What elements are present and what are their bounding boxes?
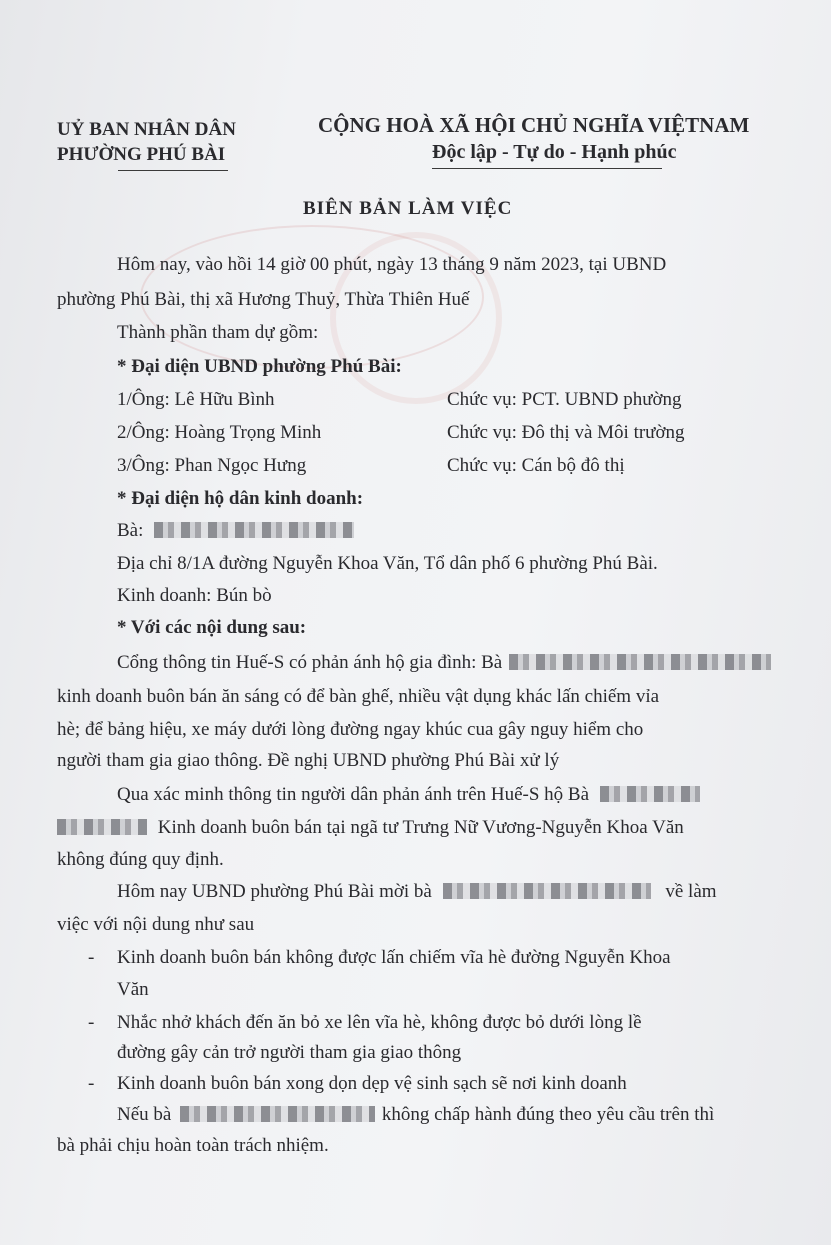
motto-underline [432, 168, 662, 169]
para1-line1 [117, 651, 771, 675]
bullet-2-line2: đường gây cản trở người tham gia giao thông [117, 1042, 462, 1063]
bullet-1-line1: Kinh doanh buôn bán không được lấn chiếm vĩa hè đường Nguyễn Khoa [117, 947, 671, 968]
member-1-role: Chức vụ: PCT. UBND phường [447, 389, 682, 410]
para4-line1 [117, 1103, 714, 1127]
para4-line1-text-b: không chấp hành đúng theo yêu cầu trên thì [381, 1104, 715, 1125]
redacted-name [154, 522, 354, 538]
redacted-name [600, 786, 700, 802]
para2-line3: không đúng quy định. [57, 849, 224, 870]
para2-line1-text: Qua xác minh thông tin người dân phản ánh trên Huế-S hộ Bà [117, 784, 590, 805]
para4-line1-text-a: Nếu bà [117, 1104, 172, 1125]
para2-line2-text: Kinh doanh buôn bán tại ngã tư Trưng Nữ Vương-Nguyễn Khoa Văn [157, 817, 684, 838]
para1-line3: hè; để bảng hiệu, xe máy dưới lòng đường ngay khúc cua gây nguy hiểm cho [57, 719, 644, 740]
redacted-name [443, 883, 651, 899]
household-person-prefix: Bà: [117, 520, 144, 541]
para3-line1-text-b: về làm [665, 881, 717, 902]
para3-line2: việc với nội dung như sau [57, 914, 255, 935]
document-title: BIÊN BẢN LÀM VIỆC [303, 198, 513, 219]
redacted-name [180, 1106, 375, 1122]
national-motto: Độc lập - Tự do - Hạnh phúc [432, 141, 677, 163]
member-2-name: 2/Ông: Hoàng Trọng Minh [117, 422, 322, 443]
para2-line1 [117, 783, 700, 807]
para1-line4: người tham gia giao thông. Đề nghị UBND phường Phú Bài xử lý [57, 750, 560, 771]
para2-line2 [57, 816, 684, 840]
para3-line1 [117, 880, 717, 904]
agency-name-line2: PHƯỜNG PHÚ BÀI [57, 144, 226, 165]
bullet-1-line2: Văn [117, 979, 149, 1000]
household-address: Địa chỉ 8/1A đường Nguyễn Khoa Văn, Tổ dân phố 6 phường Phú Bài. [117, 553, 658, 574]
national-title: CỘNG HOÀ XÃ HỘI CHỦ NGHĨA VIỆTNAM [318, 113, 750, 137]
intro-line-3: Thành phần tham dự gồm: [117, 322, 319, 343]
bullet-1-marker: - [88, 947, 95, 968]
intro-line-1: Hôm nay, vào hồi 14 giờ 00 phút, ngày 13 tháng 9 năm 2023, tại UBND [117, 254, 667, 275]
redacted-name [509, 654, 771, 670]
household-person [117, 519, 354, 543]
para3-line1-text-a: Hôm nay UBND phường Phú Bài mời bà [117, 881, 432, 902]
household-heading: * Đại diện hộ dân kinh doanh: [117, 488, 364, 509]
ubnd-heading: * Đại diện UBND phường Phú Bài: [117, 356, 402, 377]
bullet-2-marker: - [88, 1012, 95, 1033]
agency-name-line1: UỶ BAN NHÂN DÂN [57, 119, 236, 140]
bullet-3-marker: - [88, 1073, 95, 1094]
para1-line1-text: Cổng thông tin Huế-S có phản ánh hộ gia đình: Bà [117, 652, 503, 673]
para1-line2: kinh doanh buôn bán ăn sáng có để bàn ghế, nhiều vật dụng khác lấn chiếm vỉa [57, 686, 660, 707]
household-business: Kinh doanh: Bún bò [117, 585, 272, 606]
member-3-role: Chức vụ: Cán bộ đô thị [447, 455, 625, 476]
agency-underline [118, 170, 228, 171]
bullet-2-line1: Nhắc nhở khách đến ăn bỏ xe lên vĩa hè, không được bỏ dưới lòng lề [117, 1012, 642, 1033]
member-2-role: Chức vụ: Đô thị và Môi trường [447, 422, 685, 443]
intro-line-2: phường Phú Bài, thị xã Hương Thuỷ, Thừa Thiên Huế [57, 289, 470, 310]
content-heading: * Với các nội dung sau: [117, 617, 307, 638]
member-3-name: 3/Ông: Phan Ngọc Hưng [117, 455, 307, 476]
bullet-3-line1: Kinh doanh buôn bán xong dọn dẹp vệ sinh sạch sẽ nơi kinh doanh [117, 1073, 627, 1094]
redacted-name [57, 819, 147, 835]
para4-line2: bà phải chịu hoàn toàn trách nhiệm. [57, 1135, 329, 1156]
member-1-name: 1/Ông: Lê Hữu Bình [117, 389, 275, 410]
